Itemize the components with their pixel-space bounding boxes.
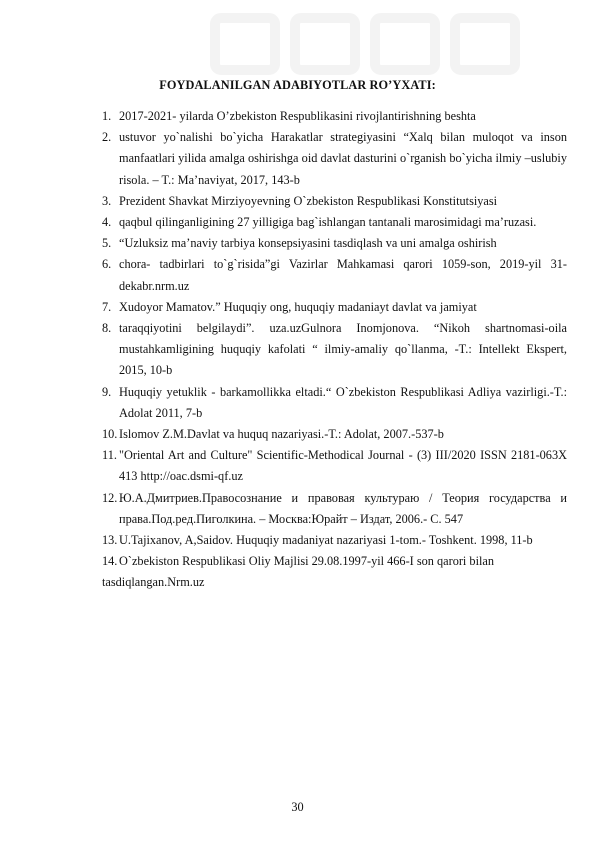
list-item bbox=[102, 488, 567, 530]
list-item bbox=[102, 424, 567, 445]
item-text: chora- tadbirlari to`g`risida”gi Vazirlar Mahkamasi qarori 1059-son, 2019-yil 31-dekabr.nrm.uz bbox=[119, 257, 567, 293]
list-item bbox=[102, 254, 567, 296]
item-text: taraqqiyotini belgilaydi”. uza.uzGulnora Inomjonova. “Nikoh shartnomasi-oila mustahkamligining huquqiy kafolati “ ilmiy-amaliy qo`llanma, -T.: Intellekt Ekspert, 2015, 10-b bbox=[119, 321, 567, 378]
item-number: 2. bbox=[102, 130, 112, 145]
list-item bbox=[102, 233, 567, 254]
list-item bbox=[102, 445, 567, 487]
list-continuation: tasdiqlangan.Nrm.uz bbox=[102, 575, 205, 590]
item-number: 14. bbox=[102, 554, 118, 569]
item-text: Islomov Z.M.Davlat va huquq nazariyasi.-T.: Adolat, 2007.-537-b bbox=[119, 427, 444, 442]
list-item bbox=[102, 106, 567, 127]
list-item bbox=[102, 127, 567, 191]
item-number: 11. bbox=[102, 448, 117, 463]
item-text: O`zbekiston Respublikasi Oliy Majlisi 29.08.1997-yil 466-I son qarori bilan bbox=[119, 554, 495, 569]
item-number: 7. bbox=[102, 299, 112, 314]
list-item bbox=[102, 191, 567, 212]
reference-list bbox=[102, 106, 567, 594]
item-number: 9. bbox=[102, 384, 112, 399]
item-number: 1. bbox=[102, 109, 112, 123]
page-title: FOYDALANILGAN ADABIYOTLAR RO’YXATI: bbox=[159, 78, 436, 92]
item-text: Ю.А.Дмитриев.Правосознание и правовая культураю / Теория государства и права.Под.ред.Пиголкина. – Москва:Юрайт – Издат, 2006.- С. 547 bbox=[119, 490, 567, 526]
item-text: Huquqiy yetuklik - barkamollikka eltadi.“ O`zbekiston Respublikasi Adliya vazirligi.-T.: Adolat 2011, 7-b bbox=[119, 384, 567, 420]
item-text: Prezident Shavkat Mirziyoyevning O`zbekiston Respublikasi Konstitutsiyasi bbox=[119, 193, 498, 208]
list-item bbox=[102, 382, 567, 424]
item-number: 5. bbox=[102, 236, 112, 251]
item-text: "Oriental Art and Culture" Scientific-Methodical Journal - (3) III/2020 ISSN 2181-063X 413 http://oac.dsmi-qf.uz bbox=[119, 448, 567, 484]
item-text: Xudoyor Mamatov.” Huquqiy ong, huquqiy madaniayt davlat va jamiyat bbox=[119, 299, 477, 314]
item-number: 10. bbox=[102, 427, 118, 442]
list-item bbox=[102, 551, 567, 572]
item-number: 12. bbox=[102, 490, 118, 505]
list-item bbox=[102, 212, 567, 233]
list-item bbox=[102, 318, 567, 382]
item-number: 4. bbox=[102, 215, 112, 230]
item-number: 13. bbox=[102, 533, 118, 548]
page-number: 30 bbox=[291, 800, 304, 814]
item-text: “Uzluksiz ma’naviy tarbiya konsepsiyasini tasdiqlash va uni amalga oshirish bbox=[119, 236, 497, 251]
item-text: U.Tajixanov, A,Saidov. Huquqiy madaniyat nazariyasi 1-tom.- Toshkent. 1998, 11-b bbox=[119, 533, 533, 548]
item-text: ustuvor yo`nalishi bo`yicha Harakatlar strategiyasini “Xalq bilan muloqot va inson manfaatlari yilida amalga oshirishga oid davlat dasturini o`rganish bo`yicha ilmiy –uslubiy risola. – T.: Ma’naviyat, 2017, 143-b bbox=[119, 130, 567, 187]
item-text: qaqbul qilinganligining 27 yilligiga bag`ishlangan tantanali marosimidagi ma’ruzasi. bbox=[119, 215, 537, 230]
list-item bbox=[102, 297, 567, 318]
item-number: 3. bbox=[102, 193, 112, 208]
item-number: 6. bbox=[102, 257, 112, 272]
item-number: 8. bbox=[102, 321, 112, 336]
item-text: 2017-2021- yilarda O’zbekiston Respublikasini rivojlantirishning beshta bbox=[119, 109, 476, 123]
list-item bbox=[102, 530, 567, 551]
